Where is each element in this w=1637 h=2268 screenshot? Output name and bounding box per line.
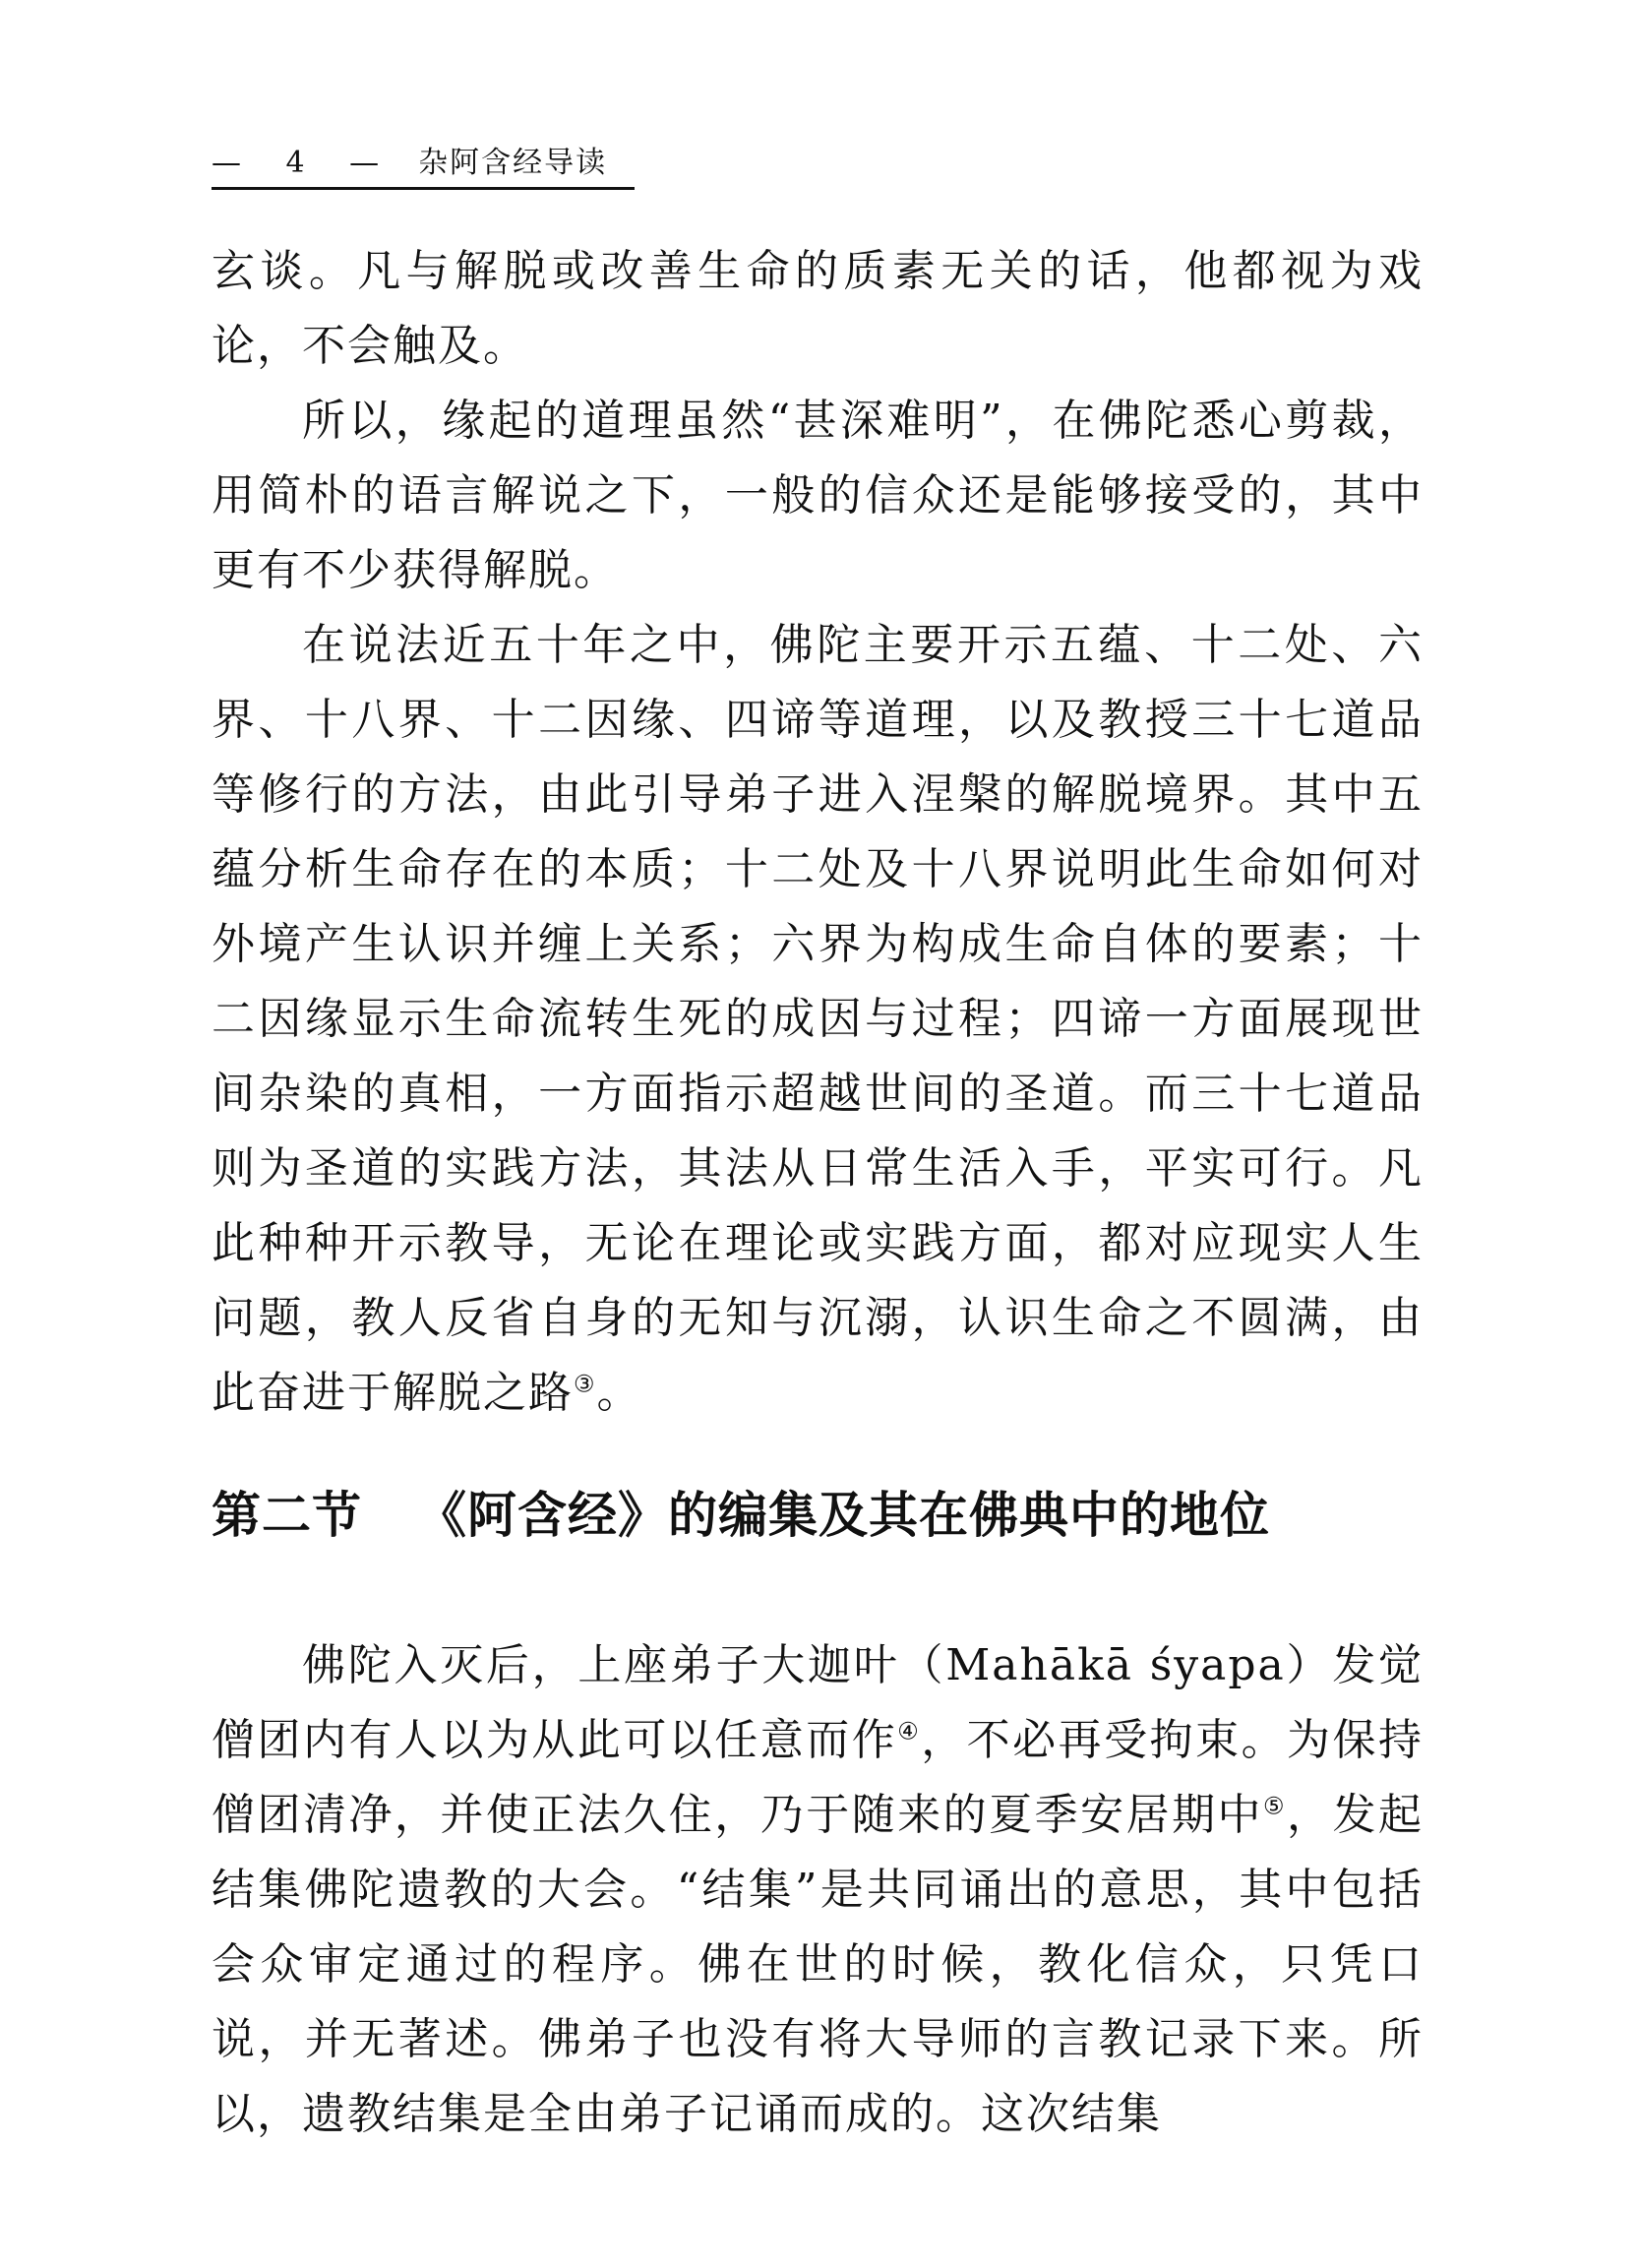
text-block-top	[212, 234, 1424, 1431]
paragraph-dependent-origination: 所以，缘起的道理虽然“甚深难明”，在佛陀悉心剪裁，用简朴的语言解说之下，一般的信众还是能够接受的，其中更有不少获得解脱。	[212, 396, 1424, 595]
running-head	[212, 140, 635, 190]
footnote-marker-4: ④	[897, 1717, 922, 1746]
paragraph-teachings	[212, 608, 1424, 1431]
paragraph-teachings-end: 。	[596, 1368, 642, 1418]
section-heading	[212, 1476, 1424, 1555]
paragraph-first-council-b: ，不必再受拘束。为保持僧团清净，并使正法久住，乃于随来的夏季安居期中	[212, 1715, 1425, 1840]
page-number: — 4 —	[212, 146, 397, 180]
paragraph-teachings-text: 在说法近五十年之中，佛陀主要开示五蕴、十二处、六界、十八界、十二因缘、四谛等道理，以及教授三十七道品等修行的方法，由此引导弟子进入涅槃的解脱境界。其中五蕴分析生命存在的本质；十二处及十八界说明此生命如何对外境产生认识并缠上关系；六界为构成生命自体的要素；十二因缘显示生命流转生死的成因与过程；四谛一方面展现世间杂染的真相，一方面指示超越世间的圣道。而三十七道品则为圣道的实践方法，其法从日常生活入手，平实可行。凡此种种开示教导，无论在理论或实践方面，都对应现实人生问题，教人反省自身的无知与沉溺，认识生命之不圆满，由此奋进于解脱之路	[212, 620, 1424, 1418]
paragraph-first-council	[212, 1628, 1424, 2152]
section-title: 《阿含经》的编集及其在佛典中的地位	[417, 1487, 1270, 1544]
paragraph-first-council-c: ，发起结集佛陀遗教的大会。“结集”是共同诵出的意思，其中包括会众审定通过的程序。佛在世的时候，教化信众，只凭口说，并无著述。佛弟子也没有将大导师的言教记录下来。所以，遗教结集是全由弟子记诵而成的。这次结集	[212, 1790, 1425, 2139]
footnote-marker-3: ③	[574, 1370, 597, 1398]
book-title: 杂阿含经导读	[418, 146, 608, 180]
paragraph-continued: 玄谈。凡与解脱或改善生命的质素无关的话，他都视为戏论，不会触及。	[212, 246, 1424, 371]
section-number: 第二节	[212, 1487, 362, 1544]
paragraph-first-council-a: 佛陀入灭后，上座弟子大迦叶（Mahākā śyapa）发觉僧团内有人以为从此可以任意而作	[212, 1640, 1424, 1765]
text-block-bottom	[212, 1628, 1424, 2152]
footnote-marker-5: ⑤	[1263, 1792, 1288, 1820]
